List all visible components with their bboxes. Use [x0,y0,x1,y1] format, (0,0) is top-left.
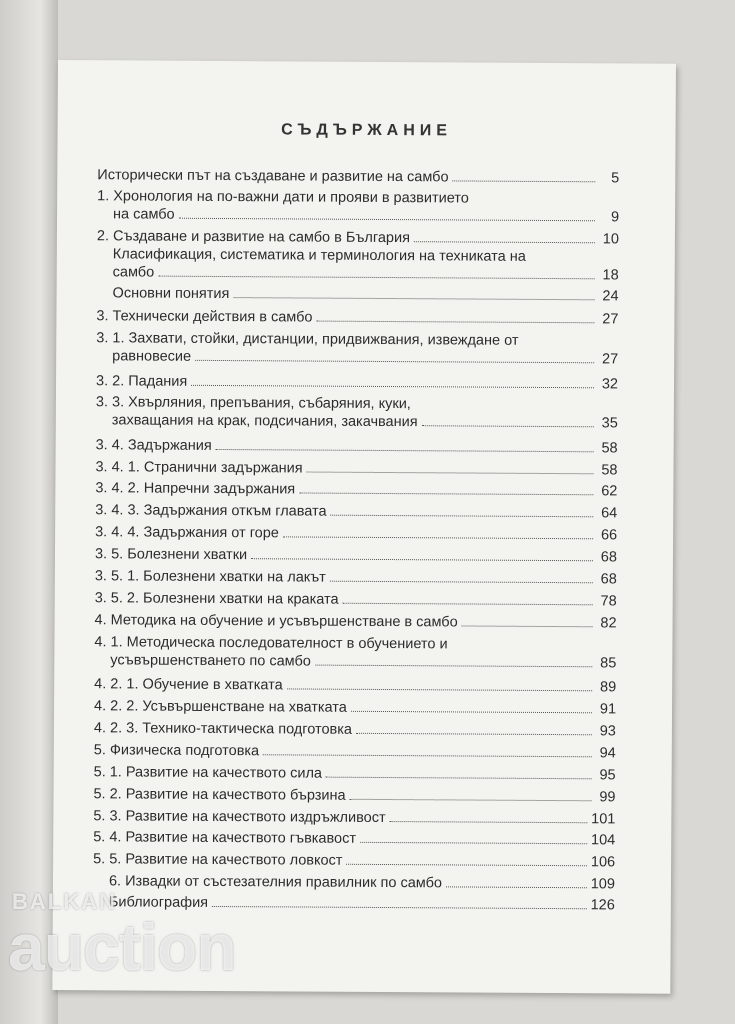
toc-entry [93,785,615,806]
toc-page-number: 10 [602,231,619,248]
toc-entry-text: 5. 5. Развитие на качеството ловкост [93,851,343,869]
toc-page-number: 27 [602,311,619,328]
toc-page-number: 9 [610,209,620,226]
toc-page-number: 78 [600,593,617,610]
toc-entry-text: 4. 2. 1. Обучение в хватката [94,676,283,694]
toc-entry-text: 1. Хронология на по-важни дати и прояви в развитието [97,188,469,207]
toc-entry [96,329,618,368]
dot-leader [351,699,592,713]
toc-entry-text: 5. Физическа подготовка [93,742,260,760]
toc-entry [93,807,615,828]
toc-entry-text: 4. 2. 3. Технико-тактическа подготовка [93,720,353,738]
toc-page-number: 32 [601,376,619,393]
dot-leader [446,874,587,888]
toc-entry-text: 3. 2. Падания [95,373,188,390]
toc-entry-text: 5. 2. Развитие на качеството бързина [93,786,346,804]
toc-page-number: 27 [601,351,619,368]
toc-entry [94,697,616,718]
toc-page-number: 93 [599,723,616,740]
toc-page-number: 101 [591,811,616,828]
dot-leader [390,809,588,823]
toc-entry [96,393,618,432]
dot-leader [346,852,587,866]
toc-page-number: 95 [599,767,616,784]
toc-page-number: 5 [611,170,620,187]
dot-leader [326,765,592,780]
toc-entry [95,523,617,544]
toc-entry-text: 3. 4. 1. Странични задържания [95,459,303,477]
dot-leader [287,676,593,691]
dot-leader [422,413,594,427]
dot-leader [263,742,592,757]
dot-leader [307,460,594,475]
dot-leader [462,613,593,627]
toc-entry [97,284,619,305]
toc-page-number: 104 [590,832,616,849]
toc-entry-text: 4. 2. 2. Усъвършенстване на хватката [94,698,347,716]
toc-page-number: 91 [599,701,617,718]
toc-entry [93,850,615,871]
toc-entry-text: 5. 3. Развитие на качеството издръжливост [93,808,386,827]
toc-entry [97,245,619,284]
toc-page-number: 62 [601,483,618,500]
toc-page-number: 126 [590,897,615,914]
toc-entry-text: 5. 1. Развитие на качеството сила [93,764,323,782]
toc-page-number: 18 [602,267,619,284]
toc-page-number: 64 [601,505,618,522]
dot-leader [331,503,594,518]
dot-leader [343,591,593,606]
toc-entry [94,633,616,672]
toc-entry-text: 6. Извадки от състезателния правилник по самбо [108,873,443,892]
dot-leader [195,348,594,363]
toc-page-number: 68 [600,571,617,588]
dot-leader [251,546,593,561]
toc-entry-text: 3. 5. Болезнени хватки [94,546,248,564]
toc-entry [93,828,615,849]
book-page [52,60,676,994]
toc-entry [95,589,617,610]
watermark-bottom-text: auction [8,910,236,984]
adjacent-page-edge [0,0,58,1024]
watermark-logo [8,889,236,984]
toc-entry-text: 4. 1. Методическа последователност в обучението и [94,634,448,653]
toc-entry-text: 3. Технически действия в самбо [96,308,313,326]
toc-entry [94,763,616,784]
table-of-contents [93,166,620,914]
toc-entry-text: 5. 4. Развитие на качеството гъвкавост [93,829,357,847]
toc-entry-text: Основни понятия [112,285,230,303]
toc-entry-text: 3. 4. 3. Задържания откъм главата [95,502,327,520]
toc-entry-text: захващания на крак, подсичания, закачвания [111,412,418,431]
toc-entry [94,675,616,696]
toc-entry-text: 3. 4. Задържания [95,437,212,454]
toc-entry [96,307,618,328]
toc-page-number: 109 [590,876,616,893]
toc-page-number: 35 [601,415,618,432]
toc-entry [95,458,617,479]
dot-leader [453,168,596,182]
toc-page-number: 66 [600,527,618,544]
toc-entry-text: 3. 1. Захвати, стойки, дистанции, придвижвания, извеждане от [96,330,519,349]
toc-entry-text: усъвършенстването по самбо [110,652,311,670]
toc-entry-text: 3. 4. 4. Задържания от горе [95,524,279,542]
toc-entry [94,741,616,762]
dot-leader [191,373,594,388]
toc-entry-text: самбо [112,264,155,281]
dot-leader [283,524,593,539]
toc-page-number: 58 [601,462,618,479]
dot-leader [414,229,595,243]
toc-page-number: 58 [601,440,618,457]
toc-entry-text: равновесие [112,348,192,365]
toc-page-number: 85 [600,655,617,672]
toc-entry-text: Класификация, систематика и терминология на техниката на [112,246,526,265]
watermark-top-text: BALKAN [12,889,117,914]
toc-entry [95,611,617,632]
toc-entry-text: Исторически път на създаване и развитие на самбо [97,167,449,186]
dot-leader [158,264,595,280]
toc-page-number: 106 [590,854,616,871]
toc-page-number: 82 [600,615,617,632]
dot-leader [212,894,587,909]
toc-entry [97,166,619,187]
toc-entry [95,479,617,500]
toc-entry-text: 3. 3. Хвърляния, препъвания, събаряния, куки, [95,394,411,413]
toc-entry-text: Библиография [108,894,209,911]
toc-entry [96,372,618,393]
toc-entry [96,436,618,457]
dot-leader [330,569,593,584]
toc-page-number: 94 [599,745,616,762]
dot-leader [179,206,595,222]
dot-leader [315,653,593,668]
toc-entry-text: на самбо [113,206,175,223]
toc-page-number: 24 [602,288,619,305]
dot-leader [233,285,594,300]
dot-leader [299,480,593,495]
toc-entry [97,187,619,226]
toc-entry [94,719,616,740]
toc-entry-text: 3. 5. 1. Болезнени хватки на лакът [94,568,326,586]
dot-leader [360,830,587,844]
dot-leader [316,309,594,324]
toc-entry-text: 3. 4. 2. Напречни задържания [95,480,296,498]
toc-page-number: 89 [599,679,617,696]
toc-page-number: 99 [599,789,616,806]
toc-entry [95,501,617,522]
page-title: СЪДЪРЖАНИЕ [281,121,453,140]
toc-entry [95,567,617,588]
toc-entry [95,545,617,566]
dot-leader [216,437,594,452]
dot-leader [350,787,592,801]
toc-entry-text: 3. 5. 2. Болезнени хватки на краката [94,590,339,608]
toc-entry-text: 2. Създаване и развитие на самбо в България [96,228,411,247]
dot-leader [356,721,592,735]
toc-page-number: 68 [600,549,618,566]
toc-entry-text: 4. Методика на обучение и усъвършенстване в самбо [94,612,458,631]
